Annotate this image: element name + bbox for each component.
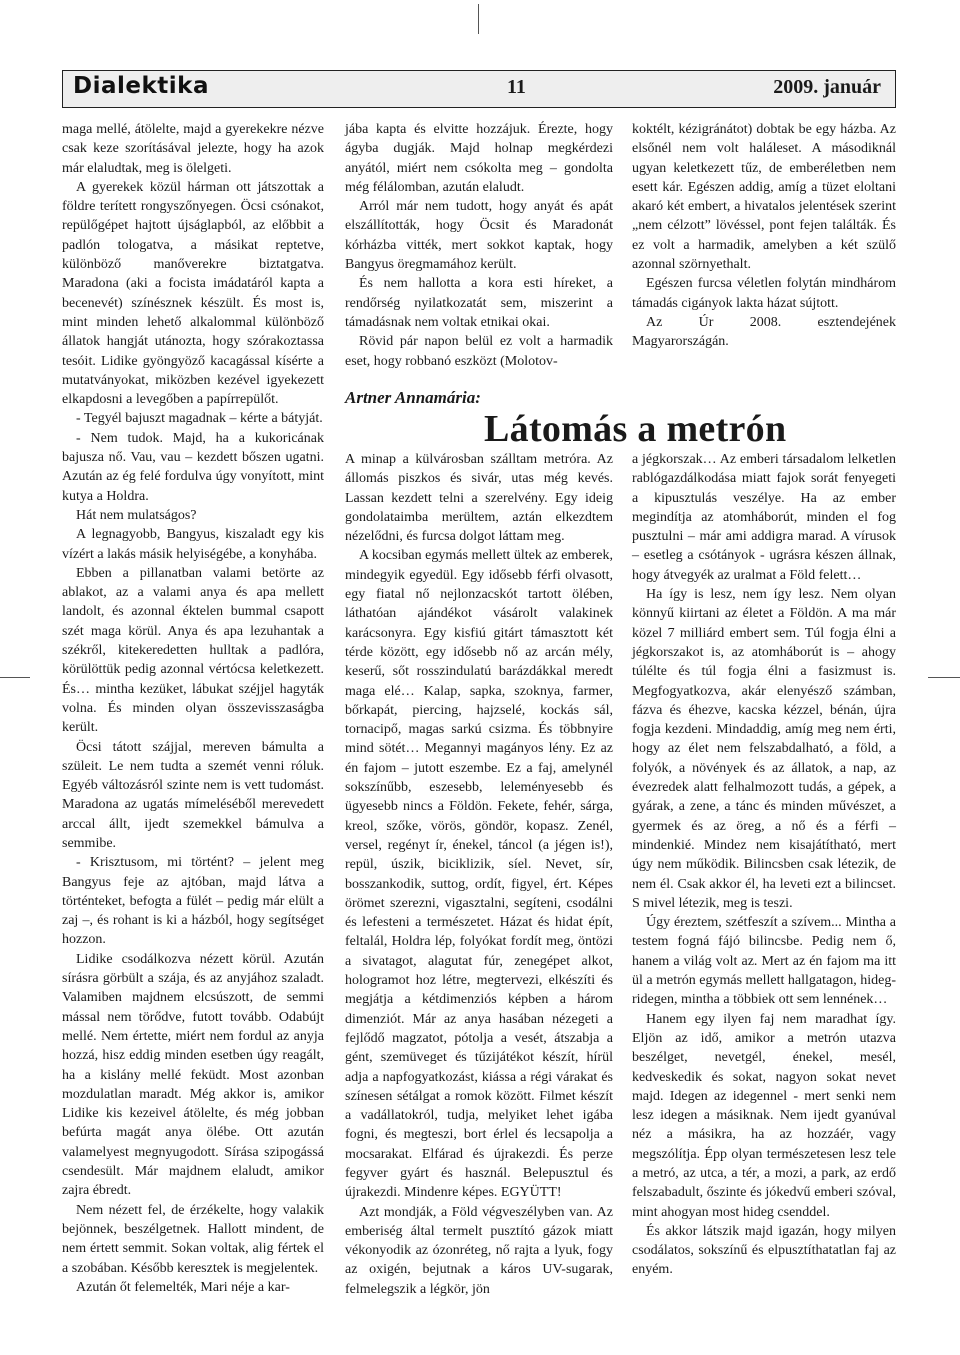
article2-author: Artner Annamária: <box>345 388 481 407</box>
paragraph: A minap a külvárosban szálltam metróra. Az állomás piszkos és sivár, utas még kevés. Lassan kezdett telni a szerelvény. Egy ideig gondolataimba merültem, aztán elkezdtem nézelődni, és furcsa dolgot láttam meg. <box>345 452 613 545</box>
page-header <box>62 70 896 108</box>
paragraph: A legnagyobb, Bangyus, kiszaladt egy kis vízért a lakás másik helyiségébe, a konyhába. <box>62 527 324 562</box>
paragraph: Rövid pár napon belül ez volt a harmadik eset, hogy robbanó eszközt (Molotov- <box>345 334 613 369</box>
paragraph: Hát nem mulatságos? <box>76 507 197 523</box>
page-number: 11 <box>507 76 526 98</box>
paragraph: Azt mondják, a Föld végveszélyben van. Az emberiség által termelt pusztító gázok miatt vékonyodik az ózonréteg, nő rajta a lyuk, fogy az oxigén, bejutnak a káros UV-sugarak, felmelegszik a légkör, jön <box>345 1204 613 1297</box>
paragraph: a jégkorszak… Az emberi társadalom lelketlen rablógazdálkodása miatt fajok sorát fenyegeti a kipusztulás veszélye. Ha az ember megindítja az atomháborút, minden el fog pusztulni – már ami addigra marad. A vírusok – esetleg a csótányok - ugrásra készen állnak, hogy átvegyék az uralmat a Föld felett… <box>632 452 896 583</box>
paragraph: A kocsiban egymás mellett ültek az emberek, mindegyik egyedül. Egy idősebb férfi olvasott, egy fiatal nő nejlonzacskót tartott ölében, láthatóan ajándékot vásárolt valakinek karácsonyra. Egy kisfiú gitárt támasztott két térde között, egy idősebb nő az arcán mély, keserű, sőt rosszindulatú barázdákkal meredt maga elé… Kalap, sapka, szoknya, farmer, bőrkapát, piercing, hajzselé, kockás sál, tornacipő, magas sarkú csizma. És többnyire mind sötét… Megannyi magányos lény. Ez az én fajom – jutott eszembe. Ez a faj, amelynél sokszínűbb, eszesebb, leleményesebb és ügyesebb nincs a Földön. Fekete, fehér, sárga, kreol, szőke, vörös, göndör, kopasz. Zenél, versel, regényt ír, énekel, táncol (a jégen is!), repül, úszik, biciklizik, síel. Nevet, sír, bosszankodik, suttog, ordít, figyel, ért. Képes örömet szerezni, vigasztalni, segíteni, csodálni és lefesteni a természetet. Házat és hidat épít, feltalál, Holdra lép, folyókat fordít meg, öntözi a sivatagot, alagutat fúr, zenegépet alkot, hologramot hoz létre, megtervezi, elkészíti és megjátja a kétdimenziós képben a három dimenziót. Már az anya hasában nézegeti a fejlődő magzatot, pótolja a vesét, átszabja a gént, szemüveget és tűzijátékot készít, hírül adja a napfogyatkozást, kiássa a régi várakat és színesen sétálgat a romok között. Filmet készít a vadállatokról, tudja, melyiket lehet igába fogni, és megteszi, bort érlel és lecsapolja a mocsarakat. Elfárad és újrakezdi. És perze fegyver gyárt és használ. Belepusztul és újrakezdi. Mindenre képes. EGYÜTT! <box>345 548 613 1201</box>
paragraph: - Krisztusom, mi történt? – jelent meg Bangyus feje az ajtóban, majd látva a történteket, befogta a fülét – pedig már elült a zaj –, és rohant is ki a házból, hogy segítséget hozzon. <box>62 855 324 948</box>
paragraph: maga mellé, átölelte, majd a gyerekekre nézve csak keze szorításával jelezte, hogy ha azok már elaludtak, meg is ölelgeti. <box>62 122 324 176</box>
article1-column-1 <box>62 120 324 1297</box>
paragraph: Ebben a pillanatban valami betörte az ablakot, az a valami anya és apa mellett landolt, és azonnal éktelen bummal csapott szét maga körül. Anya és apa lezuhantak a székről, kitekeredetten hulltak a padlóra, körülöttük pedig azonnal vértócsa keletkezett. És… mintha kezüket, lábukat széjjel hagyták volna. És minden olyan összevisszaságba került. <box>62 565 324 736</box>
crop-mark-right-middle <box>928 677 960 678</box>
article2-column-1 <box>345 450 613 1299</box>
paragraph: Úgy éreztem, szétfeszít a szívem... Mintha a testem fogná fájó bilincsbe. Pedig nem ő, hanem a világ volt az. Mert az én fajom ma itt ül a metrón egymás mellett hallgatagon, hideg-ridegen, mintha a többiek ott sem lennének… <box>632 915 896 1008</box>
paragraph: Egészen furcsa véletlen folytán mindhárom támadás cigányok lakta házat sújtott. <box>632 276 896 311</box>
paragraph: És nem hallotta a kora esti híreket, a rendőrség nyilatkozatát sem, miszerint a támadásnak nem voltak etnikai okai. <box>345 276 613 330</box>
article2-title: Látomás a metrón <box>484 408 787 450</box>
article1-column-2 <box>345 120 613 371</box>
paragraph: - Tegyél bajuszt magadnak – kérte a bátyját. <box>76 411 323 427</box>
paragraph: Arról már nem tudott, hogy anyát és apát elszállították, hogy Öcsit és Maradonát kórházba vitték, mert sokkot kaptak, hogy Bangyus öregmamához került. <box>345 199 613 273</box>
magazine-title: Dialektika <box>73 73 209 99</box>
paragraph: Öcsi tátott szájjal, mereven bámulta a szüleit. Le nem tudta a szemét venni róluk. Egyéb változásról szinte nem is vett tudomást. Maradona az ugatás mímeléséből merevedett arccal állt, ijedt szemekkel bámulva a semmibe. <box>62 739 324 851</box>
paragraph: A gyerekek közül hárman ott játszottak a földre terített rongyszőnyegen. Öcsi csónakot, repülőgépet hajtott újságlapból, az előbbit a padlón tologatva, a másikat reptetve, különböző manőverekre biztatgatva. Maradona (aki a focista imádatáról kapta a becenevét) színésznek készült. És most is, mint minden lehető alkalommal különböző állatok hangját utánozta, hogy szórakoztassa tesóit. Lidike gyöngyöző kacagással kísérte a mutatványokat, miközben kezével igyekezett elkapdosni a levegőben a papírrepülőt. <box>62 179 324 408</box>
paragraph: És akkor látszik majd igazán, hogy milyen csodálatos, sokszínű és elpusztíthatatlan faj az enyém. <box>632 1223 896 1278</box>
paragraph: Nem nézett fel, de érzékelte, hogy valakik bejönnek, beszélgetnek. Hallott mindent, de nem értett semmit. Sokan voltak, alig fértek el a szobában. Később keresztek is megjelentek. <box>62 1202 324 1276</box>
paragraph: Azután őt felemelték, Mari néje a kar- <box>76 1279 290 1295</box>
paragraph: Az Úr 2008. esztendejének Magyarországán. <box>632 314 896 350</box>
crop-mark-left-middle <box>0 677 30 678</box>
issue-date: 2009. január <box>773 76 881 98</box>
paragraph: Hanem egy ilyen faj nem maradhat így. Eljön az idő, amikor a metrón utazva beszélget, nevetgél, énekel, mesél, kedveskedik és sokat, nagyon sokat nevet majd. Idegen az idegennel - mert senki nem lesz idegen a másiknak. Nem ijedt gyanúval néz a másikra, ha az hozzáér, vagy megszólítja. Épp olyan természetesen lesz tele a metró, az utca, a tér, a mozi, a park, az erdő felszabadult, őszinte és jókedvű emberi szóval, mint ahogyan most hideg csenddel. <box>632 1011 896 1220</box>
paragraph: Ha így is lesz, nem így lesz. Nem olyan könnyű kiirtani az életet a Földön. A ma már közel 7 milliárd embert sem. Túl fogja élni a jégkorszakot is, az atomháborút is – ahogy túlélte és túl fogja élni a fasizmust is. Megfogyatkozva, akár elenyésző számban, fázva és éhezve, kacska kézzel, bénán, újra fogja kezdeni. Mindaddig, amíg meg nem érti, hogy az élet nem felszabdalható, a föld, a folyók, a növények és az állatok, a nap, az évezredek alatt felhalmozott tudás, a gépek, a gyárak, a zene, a tánc és minden művészet, a gyermek és az öreg, a nő és a férfi – mindenkié. Mindez nem kisajátítható, mert úgy nem működik. Bilincsben csak létezik, de nem él. Csak akkor él, ha leveti ezt a bilincset. S mivel létezik, meg is teszi. <box>632 587 896 911</box>
paragraph: koktélt, kézigránátot) dobtak be egy házba. Az elsőnél nem volt haláleset. A másodiknál ugyan keletkezett tűz, de emberéletben nem esett kár. Egészen addig, amíg a tüzet eloltani akaró két embert, a hivatalos jelentések szerint „nem célzott” lövéssel, pont fejen találták. És ez volt a harmadik, amelyben a két szülő azonnal szörnyethalt. <box>632 122 896 273</box>
paragraph: Lidike csodálkozva nézett körül. Azután sírásra görbült a szája, és az anyjához szaladt. Valamiben majdnem elcsúszott, de semmi mással nem törődve, futott tovább. Odabújt mellé. Nem értette, miért nem fordul az anyja hozzá, hisz eddig minden esetben úgy reagált, ha a kislány mellé feküdt. Most azonban mozdulatlan maradt. Még akkor is, amikor Lidike kis kezeivel átölelte, és még jobban befúrta magát anya ölébe. Ott azután valamelyest megnyugodott. Sírása szipogássá csendesült. Már majdnem elaludt, amikor zajra ébredt. <box>62 951 324 1199</box>
article1-column-3 <box>632 120 896 352</box>
paragraph: jába kapta és elvitte hozzájuk. Érezte, hogy ágyba dugják. Majd holnap megkérdezi anyától, miért nem csókolta meg – gondolta még félálomban, azután elaludt. <box>345 122 613 195</box>
paragraph: - Nem tudok. Majd, ha a kukoricának bajusza nő. Vau, vau – kezdett bőszen ugatni. Azután az ég felé fordulva úgy vonyított, mint kutya a Holdra. <box>62 430 324 504</box>
article2-column-2 <box>632 450 896 1280</box>
crop-mark-top-center <box>478 4 479 34</box>
